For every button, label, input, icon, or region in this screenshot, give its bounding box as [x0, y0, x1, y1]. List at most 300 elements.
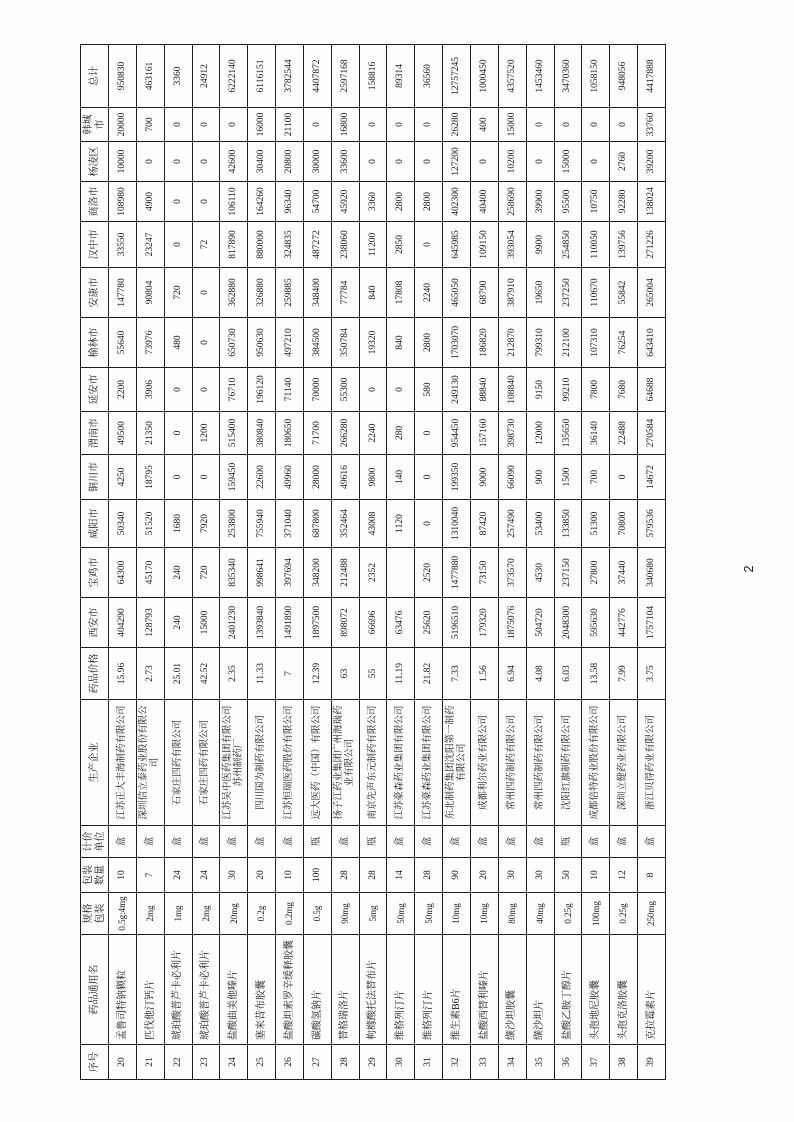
- cell-spec: 1mg: [164, 893, 192, 935]
- cell-tongchuan: 140: [387, 455, 415, 500]
- cell-hancheng: 0: [192, 108, 220, 142]
- cell-hanzhong: 487272: [303, 222, 331, 268]
- header-pack-qty-label: 包装数量: [83, 865, 106, 885]
- cell-yangling: 20800: [276, 142, 304, 182]
- cell-yanan: 88840: [470, 368, 498, 412]
- cell-baoji: 4530: [526, 548, 554, 598]
- cell-weinan: 266280: [331, 412, 359, 455]
- cell-hancheng: 21100: [276, 108, 304, 142]
- cell-tongchuan: 0: [192, 455, 220, 500]
- cell-xianyang: 43008: [359, 500, 387, 548]
- cell-hancheng: 0: [303, 108, 331, 142]
- cell-yangling: 15000: [554, 142, 582, 182]
- cell-yangling: 2760: [610, 142, 638, 182]
- cell-spec: 10mg: [470, 893, 498, 935]
- cell-price: 4.08: [526, 648, 554, 700]
- table-row: [164, 45, 192, 1080]
- cell-unit: 盒: [331, 826, 359, 858]
- cell-pack-qty: 50: [554, 858, 582, 893]
- cell-yulin: 650730: [220, 318, 248, 368]
- header-unit-label: 计价单位: [83, 831, 106, 852]
- cell-unit: 盒: [164, 826, 192, 858]
- cell-serial-number: 23: [192, 1045, 220, 1080]
- cell-yangling: 10200: [498, 142, 526, 182]
- cell-manufacturer: 扬子江药业集团广州海瑞药业有限公司: [331, 700, 359, 826]
- cell-yulin: 350784: [331, 318, 359, 368]
- cell-serial-number: 33: [470, 1045, 498, 1080]
- cell-baoji: 45170: [136, 548, 164, 598]
- cell-drug-name: 头孢地尼胶囊: [582, 935, 610, 1045]
- cell-hanzhong: 109150: [470, 222, 498, 268]
- header-tongchuan: 铜川市: [81, 455, 109, 500]
- cell-hancheng: 16800: [331, 108, 359, 142]
- header-yulin: 榆林市: [81, 318, 109, 368]
- cell-hancheng: 0: [526, 108, 554, 142]
- cell-hanzhong: 9900: [526, 222, 554, 268]
- header-pack-qty: [81, 858, 109, 893]
- cell-yangling: 0: [387, 142, 415, 182]
- cell-yangling: 33600: [331, 142, 359, 182]
- cell-weinan: 22488: [610, 412, 638, 455]
- table-row: [136, 45, 164, 1080]
- cell-manufacturer: 常州四药制药有限公司: [498, 700, 526, 826]
- cell-yanan: 2200: [109, 368, 137, 412]
- cell-pack-qty: 7: [136, 858, 164, 893]
- cell-unit: 瓶: [303, 826, 331, 858]
- cell-drug-name: 缬沙坦片: [526, 935, 554, 1045]
- cell-tongchuan: 9000: [470, 455, 498, 500]
- cell-unit: 盒: [638, 826, 666, 858]
- cell-drug-name: 缬沙坦胶囊: [498, 935, 526, 1045]
- rotated-table-container: [80, 45, 665, 1080]
- cell-hancheng: 0: [582, 108, 610, 142]
- cell-price: 55: [359, 648, 387, 700]
- cell-total: 158816: [359, 45, 387, 108]
- cell-price: 7.99: [610, 648, 638, 700]
- cell-total: 6222140: [220, 45, 248, 108]
- cell-tongchuan: 14672: [638, 455, 666, 500]
- cell-manufacturer: 成都利尔药业有限公司: [470, 700, 498, 826]
- cell-yanan: 0: [387, 368, 415, 412]
- cell-shangluo: 10750: [582, 182, 610, 222]
- cell-shangluo: 0: [164, 182, 192, 222]
- cell-yulin: 643410: [638, 318, 666, 368]
- cell-pack-qty: 24: [164, 858, 192, 893]
- cell-drug-name: 孟鲁司特钠颗粒: [109, 935, 137, 1045]
- cell-yanan: 3906: [136, 368, 164, 412]
- cell-spec: 2mg: [136, 893, 164, 935]
- cell-yanan: 71140: [276, 368, 304, 412]
- cell-manufacturer: 沈阳红旗制药有限公司: [554, 700, 582, 826]
- cell-hancheng: 20000: [109, 108, 137, 142]
- cell-shangluo: 95500: [554, 182, 582, 222]
- cell-hancheng: 33760: [638, 108, 666, 142]
- cell-yanan: 99210: [554, 368, 582, 412]
- header-drug-name: 药品通用名: [81, 935, 109, 1045]
- cell-yangling: 127200: [443, 142, 471, 182]
- cell-xian: 25620: [415, 598, 443, 648]
- cell-yulin: 73976: [136, 318, 164, 368]
- cell-spec: 100mg: [582, 893, 610, 935]
- cell-manufacturer: 深圳立健药业有限公司: [610, 700, 638, 826]
- cell-tongchuan: 49616: [331, 455, 359, 500]
- cell-xianyang: 133850: [554, 500, 582, 548]
- cell-tongchuan: 4250: [109, 455, 137, 500]
- cell-yanan: 196120: [248, 368, 276, 412]
- table-row: [331, 45, 359, 1080]
- cell-hanzhong: 0: [164, 222, 192, 268]
- cell-hancheng: 400: [470, 108, 498, 142]
- header-spec-label: 规格包装: [83, 903, 106, 924]
- header-ankang: 安康市: [81, 268, 109, 318]
- cell-yangling: 0: [192, 142, 220, 182]
- cell-weinan: 0: [415, 412, 443, 455]
- cell-shangluo: 96340: [276, 182, 304, 222]
- cell-hanzhong: 880000: [248, 222, 276, 268]
- cell-pack-qty: 10: [109, 858, 137, 893]
- header-serial-number: 序号: [81, 1045, 109, 1080]
- cell-drug-name: 盐酸曲美他嗪片: [220, 935, 248, 1045]
- cell-hancheng: 16000: [248, 108, 276, 142]
- cell-serial-number: 27: [303, 1045, 331, 1080]
- cell-yulin: 384500: [303, 318, 331, 368]
- cell-yanan: 249130: [443, 368, 471, 412]
- cell-weinan: 2240: [359, 412, 387, 455]
- table-row: [638, 45, 666, 1080]
- cell-weinan: 36140: [582, 412, 610, 455]
- cell-hanzhong: 645985: [443, 222, 471, 268]
- cell-price: 13.58: [582, 648, 610, 700]
- table-row: [109, 45, 137, 1080]
- table-row: [248, 45, 276, 1080]
- cell-price: 63: [331, 648, 359, 700]
- cell-yanan: 55300: [331, 368, 359, 412]
- table-row: [554, 45, 582, 1080]
- cell-hanzhong: 33550: [109, 222, 137, 268]
- cell-pack-qty: 24: [192, 858, 220, 893]
- cell-xian: 63476: [387, 598, 415, 648]
- cell-serial-number: 32: [443, 1045, 471, 1080]
- cell-total: 3782544: [276, 45, 304, 108]
- cell-weinan: 270584: [638, 412, 666, 455]
- cell-spec: 20mg: [220, 893, 248, 935]
- header-hancheng: 韩城市: [81, 108, 109, 142]
- cell-baoji: 720: [192, 548, 220, 598]
- cell-xianyang: 53400: [526, 500, 554, 548]
- cell-hanzhong: 0: [415, 222, 443, 268]
- table-row: [415, 45, 443, 1080]
- cell-ankang: 465050: [443, 268, 471, 318]
- cell-serial-number: 25: [248, 1045, 276, 1080]
- cell-total: 4417888: [638, 45, 666, 108]
- cell-weinan: 398730: [498, 412, 526, 455]
- cell-spec: 0.25g: [554, 893, 582, 935]
- cell-xianyang: 51520: [136, 500, 164, 548]
- cell-serial-number: 39: [638, 1045, 666, 1080]
- cell-xianyang: 50340: [109, 500, 137, 548]
- table-row: [359, 45, 387, 1080]
- cell-hanzhong: 139756: [610, 222, 638, 268]
- cell-unit: 盒: [192, 826, 220, 858]
- cell-baoji: 237150: [554, 548, 582, 598]
- cell-price: 11.33: [248, 648, 276, 700]
- cell-ankang: 110670: [582, 268, 610, 318]
- cell-baoji: 2520: [415, 548, 443, 598]
- table-row: [220, 45, 248, 1080]
- cell-tongchuan: 0: [164, 455, 192, 500]
- cell-hanzhong: 2850: [387, 222, 415, 268]
- cell-weinan: 1200: [192, 412, 220, 455]
- cell-drug-name: 盐酸坦索罗辛缓释胶囊: [276, 935, 304, 1045]
- cell-unit: 盒: [582, 826, 610, 858]
- cell-tongchuan: 49960: [276, 455, 304, 500]
- cell-weinan: 157160: [470, 412, 498, 455]
- cell-total: 2597168: [331, 45, 359, 108]
- cell-unit: 盒: [526, 826, 554, 858]
- cell-price: 3.75: [638, 648, 666, 700]
- cell-tongchuan: 700: [582, 455, 610, 500]
- cell-total: 4407872: [303, 45, 331, 108]
- cell-drug-name: 盐酸西替利嗪片: [470, 935, 498, 1045]
- cell-manufacturer: 成都倍特药业股份有限公司: [582, 700, 610, 826]
- cell-yanan: 0: [164, 368, 192, 412]
- cell-manufacturer: 深圳信立泰药业股份有限公司: [136, 700, 164, 826]
- cell-pack-qty: 30: [526, 858, 554, 893]
- cell-manufacturer: 浙江贝得药业有限公司: [638, 700, 666, 826]
- table-row: [443, 45, 471, 1080]
- cell-shangluo: 138024: [638, 182, 666, 222]
- cell-spec: 2mg: [192, 893, 220, 935]
- cell-tongchuan: 0: [415, 455, 443, 500]
- cell-weinan: 21350: [136, 412, 164, 455]
- cell-xian: 15000: [192, 598, 220, 648]
- header-hanzhong: 汉中市: [81, 222, 109, 268]
- cell-yulin: 212100: [554, 318, 582, 368]
- cell-xian: 1757104: [638, 598, 666, 648]
- cell-drug-name: 琥珀酸普芦卡必利片: [164, 935, 192, 1045]
- cell-price: 2.73: [136, 648, 164, 700]
- table-body: [109, 45, 666, 1080]
- cell-shangluo: 106110: [220, 182, 248, 222]
- cell-total: 24912: [192, 45, 220, 108]
- cell-yulin: 1703070: [443, 318, 471, 368]
- header-yangling: 杨凌区: [81, 142, 109, 182]
- cell-yulin: 799310: [526, 318, 554, 368]
- table-row: [526, 45, 554, 1080]
- cell-serial-number: 30: [387, 1045, 415, 1080]
- cell-yulin: 107310: [582, 318, 610, 368]
- cell-total: 3470360: [554, 45, 582, 108]
- cell-total: 36560: [415, 45, 443, 108]
- cell-serial-number: 37: [582, 1045, 610, 1080]
- cell-baoji: 397694: [276, 548, 304, 598]
- cell-serial-number: 36: [554, 1045, 582, 1080]
- cell-unit: 盒: [610, 826, 638, 858]
- cell-yanan: 76710: [220, 368, 248, 412]
- cell-unit: 盒: [470, 826, 498, 858]
- cell-xianyang: 7920: [192, 500, 220, 548]
- header-yanan: 延安市: [81, 368, 109, 412]
- cell-tongchuan: 0: [610, 455, 638, 500]
- cell-xian: 898072: [331, 598, 359, 648]
- cell-yangling: 0: [470, 142, 498, 182]
- cell-yangling: 0: [136, 142, 164, 182]
- cell-baoji: 1477880: [443, 548, 471, 598]
- cell-yulin: 55640: [109, 318, 137, 368]
- cell-spec: 0.2mg: [276, 893, 304, 935]
- cell-xianyang: 579536: [638, 500, 666, 548]
- cell-xian: 1897500: [303, 598, 331, 648]
- cell-xian: 2048300: [554, 598, 582, 648]
- header-total: 总计: [81, 45, 109, 108]
- cell-baoji: 2352: [359, 548, 387, 598]
- cell-baoji: 27800: [582, 548, 610, 598]
- cell-yulin: 186820: [470, 318, 498, 368]
- cell-yanan: 70000: [303, 368, 331, 412]
- cell-weinan: 71700: [303, 412, 331, 455]
- cell-ankang: 348400: [303, 268, 331, 318]
- header-unit: [81, 826, 109, 858]
- cell-tongchuan: 66090: [498, 455, 526, 500]
- cell-pack-qty: 28: [359, 858, 387, 893]
- cell-manufacturer: 石家庄四药有限公司: [192, 700, 220, 826]
- cell-yulin: 840: [387, 318, 415, 368]
- cell-hancheng: 0: [359, 108, 387, 142]
- header-row: [81, 45, 109, 1080]
- cell-weinan: 380840: [248, 412, 276, 455]
- cell-ankang: 362880: [220, 268, 248, 318]
- cell-hancheng: 0: [387, 108, 415, 142]
- cell-total: 3360: [164, 45, 192, 108]
- page-number: 2: [741, 565, 756, 573]
- cell-yangling: 42600: [220, 142, 248, 182]
- cell-yanan: 0: [359, 368, 387, 412]
- cell-xian: 442776: [610, 598, 638, 648]
- header-weinan: 渭南市: [81, 412, 109, 455]
- cell-shangluo: 3360: [359, 182, 387, 222]
- cell-serial-number: 20: [109, 1045, 137, 1080]
- cell-pack-qty: 14: [387, 858, 415, 893]
- cell-pack-qty: 20: [470, 858, 498, 893]
- cell-unit: 盒: [443, 826, 471, 858]
- cell-xianyang: 1310040: [443, 500, 471, 548]
- cell-ankang: 0: [192, 268, 220, 318]
- header-xian: 西安市: [81, 598, 109, 648]
- cell-pack-qty: 28: [415, 858, 443, 893]
- cell-shangluo: 4900: [136, 182, 164, 222]
- cell-baoji: 37440: [610, 548, 638, 598]
- cell-manufacturer: 江苏恒瑞医药股份有限公司: [276, 700, 304, 826]
- cell-tongchuan: 159450: [220, 455, 248, 500]
- cell-spec: 40mg: [526, 893, 554, 935]
- cell-ankang: 840: [359, 268, 387, 318]
- cell-shangluo: 402300: [443, 182, 471, 222]
- cell-unit: 盒: [109, 826, 137, 858]
- cell-ankang: 2240: [415, 268, 443, 318]
- cell-spec: 5mg: [359, 893, 387, 935]
- cell-weinan: 0: [164, 412, 192, 455]
- cell-hancheng: 0: [164, 108, 192, 142]
- cell-shangluo: 45920: [331, 182, 359, 222]
- cell-hanzhong: 393054: [498, 222, 526, 268]
- cell-drug-name: 塞来昔布胶囊: [248, 935, 276, 1045]
- cell-xian: 1393840: [248, 598, 276, 648]
- table-row: [582, 45, 610, 1080]
- cell-xianyang: 87420: [470, 500, 498, 548]
- table-row: [470, 45, 498, 1080]
- cell-spec: 50mg: [415, 893, 443, 935]
- cell-yulin: 2800: [415, 318, 443, 368]
- cell-ankang: 77784: [331, 268, 359, 318]
- cell-manufacturer: 江苏豪森药业集团有限公司: [387, 700, 415, 826]
- cell-weinan: 180650: [276, 412, 304, 455]
- cell-baoji: 73150: [470, 548, 498, 598]
- cell-total: 89314: [387, 45, 415, 108]
- cell-drug-name: 维格列汀片: [415, 935, 443, 1045]
- cell-drug-name: 维格列汀片: [387, 935, 415, 1045]
- cell-baoji: 998641: [248, 548, 276, 598]
- cell-shangluo: 258690: [498, 182, 526, 222]
- cell-yulin: 497210: [276, 318, 304, 368]
- header-shangluo: 商洛市: [81, 182, 109, 222]
- cell-pack-qty: 30: [220, 858, 248, 893]
- cell-shangluo: 2800: [415, 182, 443, 222]
- cell-manufacturer: 石家庄四药有限公司: [164, 700, 192, 826]
- cell-weinan: 280: [387, 412, 415, 455]
- cell-hanzhong: 238060: [331, 222, 359, 268]
- cell-hancheng: 26280: [443, 108, 471, 142]
- cell-yangling: 0: [526, 142, 554, 182]
- cell-manufacturer: 江苏正大丰海制药有限公司: [109, 700, 137, 826]
- cell-spec: 0.5g: [303, 893, 331, 935]
- header-baoji: 宝鸡市: [81, 548, 109, 598]
- cell-yulin: 0: [192, 318, 220, 368]
- cell-ankang: 90804: [136, 268, 164, 318]
- cell-ankang: 720: [164, 268, 192, 318]
- cell-unit: 盒: [276, 826, 304, 858]
- cell-manufacturer: 常州四药制药有限公司: [526, 700, 554, 826]
- cell-hanzhong: 254850: [554, 222, 582, 268]
- cell-ankang: 19650: [526, 268, 554, 318]
- cell-xian: 504720: [526, 598, 554, 648]
- cell-weinan: 12000: [526, 412, 554, 455]
- cell-xianyang: 1120: [387, 500, 415, 548]
- cell-hancheng: 0: [220, 108, 248, 142]
- cell-pack-qty: 10: [276, 858, 304, 893]
- cell-total: 12757245: [443, 45, 471, 108]
- cell-baoji: [387, 548, 415, 598]
- cell-serial-number: 31: [415, 1045, 443, 1080]
- cell-price: 15.96: [109, 648, 137, 700]
- cell-xian: 240: [164, 598, 192, 648]
- cell-xian: 5196510: [443, 598, 471, 648]
- table-row: [387, 45, 415, 1080]
- cell-xianyang: 352464: [331, 500, 359, 548]
- cell-price: 2.35: [220, 648, 248, 700]
- cell-xian: 1875076: [498, 598, 526, 648]
- cell-serial-number: 24: [220, 1045, 248, 1080]
- cell-xianyang: 1680: [164, 500, 192, 548]
- cell-spec: 50mg: [387, 893, 415, 935]
- cell-price: 7.33: [443, 648, 471, 700]
- cell-yangling: 0: [164, 142, 192, 182]
- cell-baoji: 373570: [498, 548, 526, 598]
- cell-yanan: 64688: [638, 368, 666, 412]
- cell-shangluo: 54700: [303, 182, 331, 222]
- cell-pack-qty: 8: [638, 858, 666, 893]
- cell-weinan: 515400: [220, 412, 248, 455]
- cell-yulin: 212870: [498, 318, 526, 368]
